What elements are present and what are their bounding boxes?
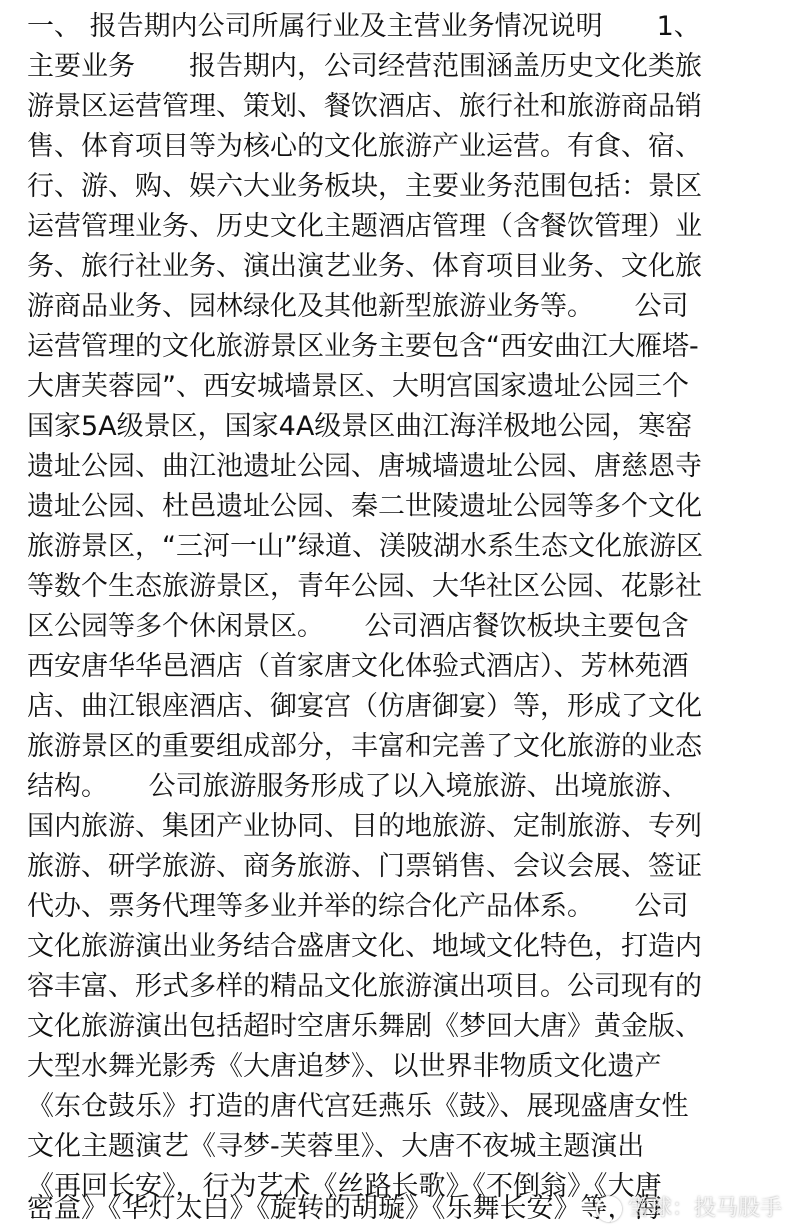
text-line: 国家5A级景区，国家4A级景区曲江海洋极地公园，寒窑: [27, 411, 693, 442]
text-line: 密盒》《华灯太白》《旋转的胡璇》《乐舞长安》等，海: [27, 1193, 662, 1224]
text-line: 《东仓鼓乐》打造的唐代宫廷燕乐《鼓》、展现盛唐女性: [27, 1091, 689, 1122]
text-line: 运营管理业务、历史文化主题酒店管理（含餐饮管理）业: [27, 211, 702, 242]
text-line: 旅游景区的重要组成部分，丰富和完善了文化旅游的业态: [27, 731, 702, 762]
text-line: 一、 报告期内公司所属行业及主营业务情况说明 1、: [27, 11, 701, 42]
text-line: 旅游、研学旅游、商务旅游、门票销售、会议会展、签证: [27, 851, 702, 882]
text-line: 店、曲江银座酒店、御宴宫（仿唐御宴）等，形成了文化: [27, 691, 702, 722]
text-line: 遗址公园、曲江池遗址公园、唐城墙遗址公园、唐慈恩寺: [27, 451, 702, 482]
text-line: 售、体育项目等为核心的文化旅游产业运营。有食、宿、: [27, 131, 702, 162]
text-line: 遗址公园、杜邑遗址公园、秦二世陵遗址公园等多个文化: [27, 491, 702, 522]
text-line: 运营管理的文化旅游景区业务主要包含“西安曲江大雁塔-: [27, 331, 699, 362]
text-line: 结构。 公司旅游服务形成了以入境旅游、出境旅游、: [27, 771, 689, 802]
watermark: [596, 1189, 782, 1229]
text-line: 行、游、购、娱六大业务板块，主要业务范围包括：景区: [27, 171, 702, 202]
text-line: 文化旅游演出业务结合盛唐文化、地域文化特色，打造内: [27, 931, 702, 962]
text-line: 大型水舞光影秀《大唐追梦》、以世界非物质文化遗产: [27, 1051, 662, 1082]
watermark-text: 雪球：投马股手: [628, 1196, 783, 1221]
text-line: 等数个生态旅游景区，青年公园、大华社区公园、花影社: [27, 571, 702, 602]
text-line: 大唐芙蓉园”、西安城墙景区、大明宫国家遗址公园三个: [27, 371, 689, 402]
text-line: 代办、票务代理等多业并举的综合化产品体系。 公司: [27, 891, 689, 922]
text-line: 游景区运营管理、策划、餐饮酒店、旅行社和旅游商品销: [27, 91, 702, 122]
text-line: 文化旅游演出包括超时空唐乐舞剧《梦回大唐》黄金版、: [27, 1011, 702, 1042]
text-line: 西安唐华华邑酒店（首家唐文化体验式酒店）、芳林苑酒: [27, 651, 689, 682]
text-line: 旅游景区，“三河一山”绿道、渼陂湖水系生态文化旅游区: [27, 531, 703, 562]
text-line: 区公园等多个休闲景区。 公司酒店餐饮板块主要包含: [27, 611, 689, 642]
snowball-logo-icon: [596, 1196, 622, 1222]
text-line: 文化主题演艺《寻梦-芙蓉里》、大唐不夜城主题演出: [27, 1131, 645, 1162]
text-line: 游商品业务、园林绿化及其他新型旅游业务等。 公司: [27, 291, 689, 322]
text-line: 《再回长安》，行为艺术《丝路长歌》《不倒翁》《大唐: [27, 1171, 662, 1202]
text-line: 务、旅行社业务、演出演艺业务、体育项目业务、文化旅: [27, 251, 702, 282]
text-line: 容丰富、形式多样的精品文化旅游演出项目。公司现有的: [27, 971, 702, 1002]
text-line: 国内旅游、集团产业协同、目的地旅游、定制旅游、专列: [27, 811, 702, 842]
text-line: 主要业务 报告期内，公司经营范围涵盖历史文化类旅: [27, 51, 702, 82]
